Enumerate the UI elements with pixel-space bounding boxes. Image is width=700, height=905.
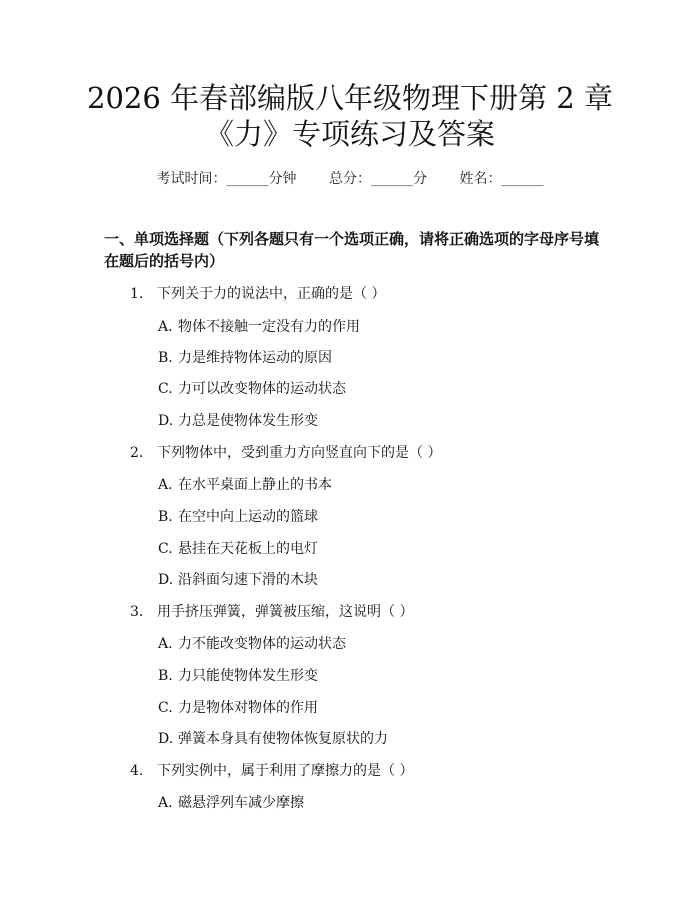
exam-time: 考试时间：______分钟 (156, 171, 297, 187)
answer-option (158, 538, 318, 558)
option-label: B. (158, 350, 173, 366)
question-number: 2. (130, 445, 144, 461)
option-text: 力只能使物体发生形变 (178, 668, 318, 684)
question-text: 下列关于力的说法中，正确的是（ ） (157, 286, 386, 302)
question-text: 用手挤压弹簧，弹簧被压缩，这说明（ ） (157, 604, 414, 620)
option-text: 力总是使物体发生形变 (178, 413, 318, 429)
answer-option (158, 378, 346, 398)
option-label: D. (158, 572, 174, 588)
answer-option (158, 506, 318, 526)
answer-option (158, 665, 318, 685)
section-heading: 一、单项选择题（下列各题只有一个选项正确，请将正确选项的字母序号填在题后的括号内） (104, 230, 600, 270)
document-title-line2: 《力》专项练习及答案 (204, 117, 495, 151)
option-text: 在水平桌面上静止的书本 (178, 477, 332, 493)
answer-option (158, 569, 318, 589)
exam-total-score: 总分：______分 (329, 171, 427, 187)
answer-option (158, 697, 318, 717)
option-label: D. (158, 413, 174, 429)
option-label: B. (158, 668, 173, 684)
option-text: 悬挂在天花板上的电灯 (178, 541, 318, 557)
option-text: 沿斜面匀速下滑的木块 (178, 572, 318, 588)
option-label: A. (158, 477, 173, 493)
option-text: 力是维持物体运动的原因 (178, 350, 332, 366)
option-label: A. (158, 795, 173, 811)
option-label: C. (158, 381, 173, 397)
option-text: 物体不接触一定没有力的作用 (178, 319, 360, 335)
document-title-line1: 2026 年春部编版八年级物理下册第 2 章 (87, 81, 613, 115)
question-number: 1. (130, 286, 144, 302)
option-text: 力可以改变物体的运动状态 (178, 381, 346, 397)
answer-option (158, 633, 346, 653)
option-label: A. (158, 319, 173, 335)
option-text: 在空中向上运动的篮球 (178, 509, 318, 525)
option-label: A. (158, 636, 173, 652)
option-label: C. (158, 541, 173, 557)
question-text: 下列物体中，受到重力方向竖直向下的是（ ） (157, 445, 442, 461)
question-number: 3. (130, 604, 144, 620)
answer-option (158, 316, 360, 336)
question (130, 442, 441, 462)
question-number: 4. (130, 763, 144, 779)
answer-option (158, 792, 304, 812)
question-text: 下列实例中，属于利用了摩擦力的是（ ） (157, 763, 414, 779)
answer-option (158, 728, 388, 748)
question (130, 760, 413, 780)
answer-option (158, 410, 318, 430)
student-name: 姓名：______ (459, 171, 544, 187)
option-text: 弹簧本身具有使物体恢复原状的力 (178, 731, 388, 747)
question (130, 283, 385, 303)
option-label: D. (158, 731, 174, 747)
question (130, 601, 413, 621)
option-text: 力是物体对物体的作用 (178, 700, 318, 716)
answer-option (158, 474, 332, 494)
option-label: C. (158, 700, 173, 716)
answer-option (158, 347, 332, 367)
option-text: 力不能改变物体的运动状态 (178, 636, 346, 652)
option-label: B. (158, 509, 173, 525)
exam-meta (0, 168, 700, 188)
option-text: 磁悬浮列车减少摩擦 (178, 795, 304, 811)
